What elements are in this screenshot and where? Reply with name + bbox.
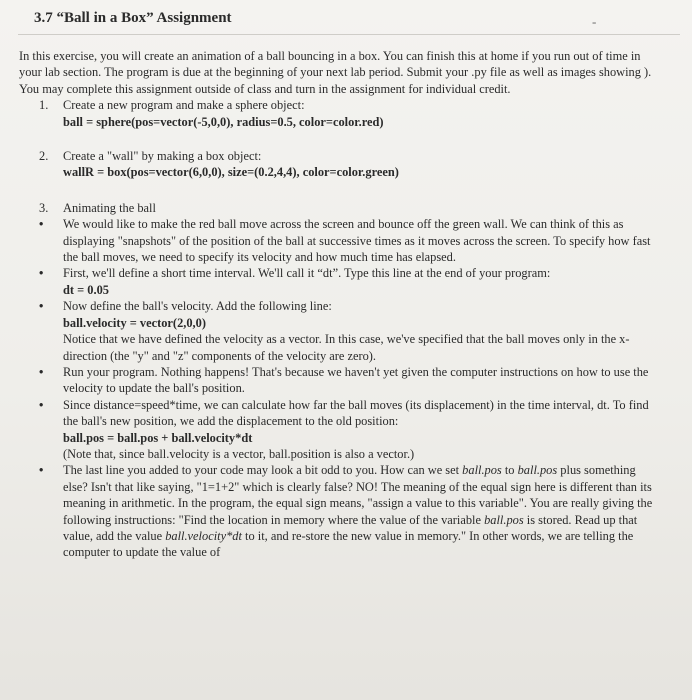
step-3: [19, 200, 659, 216]
bullet-text: Since distance=speed*time, we can calculate how far the ball moves (its displacement) in the time interval, dt. To find the ball's new position, we add the displacement to the old position:: [63, 397, 649, 429]
code-line: wallR = box(pos=vector(6,0,0), size=(0.2,4,4), color=color.green): [63, 165, 399, 180]
bullet-icon: •: [39, 397, 44, 412]
list-item: [19, 397, 659, 463]
step-text: Create a "wall" by making a box object:: [63, 149, 262, 164]
bullet-note: (Note that, since ball.velocity is a vector, ball.position is also a vector.): [63, 446, 415, 461]
bullet-text: The last line you added to your code may look a bit odd to you. How can we set ball.pos to ball.pos plus something else? Isn't that like saying, "1=1+2" which is clearly false? NO! The meaning of the equal sign here is different than its meaning in arithmetic. In the program, the equal sign means, "assign a value to this variable". You are really giving the following instructions: "Find the location in memory where the value of the variable ball.pos is stored. Read up that value, add the value ball.velocity*dt to it, and re-store the new value in memory." In other words, we are telling the computer to update the value of: [63, 463, 653, 560]
intro-paragraph: In this exercise, you will create an animation of a ball bouncing in a box. You can finish this at home if you run out of time in your lab section. The program is due at the beginning of your next lab period. Submit your .py file as well as images showing ). You may complete this assignment outside of class and turn in the assignment for individual credit.: [19, 49, 652, 96]
bullet-text: First, we'll define a short time interval. We'll call it “dt”. Type this line at the end of your program:: [63, 266, 551, 281]
bullet-text: Run your program. Nothing happens! That's because we haven't yet given the computer instructions on how to use the velocity to update the ball's position.: [63, 364, 649, 396]
list-item: [19, 265, 659, 298]
list-item: [19, 462, 659, 560]
code-line: ball = sphere(pos=vector(-5,0,0), radius=0.5, color=color.red): [63, 114, 384, 129]
step-number: 1.: [39, 98, 49, 113]
bullet-icon: •: [39, 463, 44, 478]
list-item: [19, 364, 659, 397]
bullet-icon: •: [39, 364, 44, 379]
bullet-icon: •: [39, 217, 44, 232]
assignment-body: [19, 48, 659, 561]
code-line: ball.pos = ball.pos + ball.velocity*dt: [63, 430, 253, 445]
title-divider: [18, 34, 680, 35]
step-1: [19, 97, 659, 130]
bullet-icon: •: [39, 266, 44, 281]
code-line: dt = 0.05: [63, 282, 109, 297]
bullet-text: Now define the ball's velocity. Add the following line:: [63, 299, 332, 314]
bullet-icon: •: [39, 299, 44, 314]
bullet-list: [19, 216, 659, 561]
step-number: 2.: [39, 149, 49, 164]
bullet-text: We would like to make the red ball move across the screen and bounce off the green wall. We can think of this as displaying "snapshots" of the position of the ball at successive times as it moves across the screen. To specify how fast the ball moves, we need to specify its velocity and how much time has elapsed.: [63, 217, 651, 265]
step-text: Create a new program and make a sphere object:: [63, 98, 305, 113]
step-2: [19, 148, 659, 181]
code-line: ball.velocity = vector(2,0,0): [63, 315, 206, 330]
title-dash: -: [592, 14, 597, 29]
page-title: 3.7 “Ball in a Box” Assignment: [34, 10, 232, 26]
list-item: [19, 216, 659, 265]
step-number: 3.: [39, 200, 49, 215]
step-text: Animating the ball: [63, 200, 156, 215]
list-item: [19, 298, 659, 364]
bullet-note: Notice that we have defined the velocity as a vector. In this case, we've specified that the ball moves only in the x-direction (the "y" and "z" components of the velocity are zero).: [63, 332, 630, 363]
